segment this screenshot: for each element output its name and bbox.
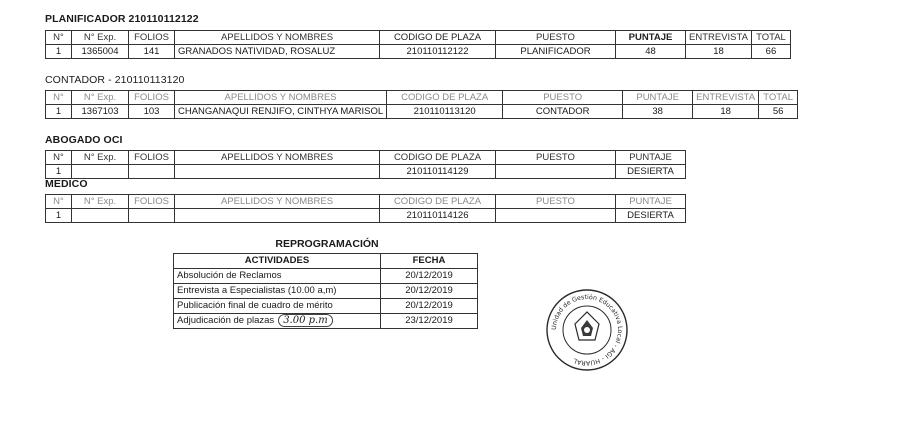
cell: GRANADOS NATIVIDAD, ROSALUZ — [175, 45, 380, 59]
col-header: CODIGO DE PLAZA — [380, 31, 496, 45]
cell: 1365004 — [72, 45, 129, 59]
col-header: PUNTAJE — [616, 195, 686, 209]
cell: 66 — [751, 45, 790, 59]
contador-table — [45, 90, 798, 119]
col-header: N° — [46, 31, 72, 45]
planificador-table — [45, 30, 791, 59]
cell — [72, 165, 129, 179]
institution-seal-stamp — [545, 288, 629, 372]
col-header: FOLIOS — [129, 91, 175, 105]
cell — [175, 165, 380, 179]
table-row — [174, 314, 478, 329]
cell — [129, 165, 175, 179]
date-cell: 20/12/2019 — [381, 299, 478, 314]
cell: 103 — [129, 105, 175, 119]
table-header-row — [46, 91, 798, 105]
col-header: APELLIDOS Y NOMBRES — [175, 31, 380, 45]
medico-table — [45, 194, 686, 223]
activity-cell: Publicación final de cuadro de mérito — [174, 299, 381, 314]
col-header: TOTAL — [751, 31, 790, 45]
table-row — [46, 105, 798, 119]
col-header: PUESTO — [496, 151, 616, 165]
date-cell: 20/12/2019 — [381, 284, 478, 299]
table-row — [46, 45, 791, 59]
table-header-row — [46, 195, 686, 209]
col-header: PUESTO — [496, 31, 616, 45]
cell: 141 — [129, 45, 175, 59]
abogado-table — [45, 150, 686, 179]
activity-cell — [174, 314, 381, 329]
cell: DESIERTA — [616, 209, 686, 223]
col-header: PUNTAJE — [616, 151, 686, 165]
col-header: N° Exp. — [72, 151, 129, 165]
col-header: CODIGO DE PLAZA — [387, 91, 503, 105]
reprogramacion-title: REPROGRAMACIÓN — [275, 238, 379, 250]
seal-text: Unidad de Gestión Educativa Local - AGI - HUARAL — [550, 293, 624, 367]
col-header: CODIGO DE PLAZA — [380, 151, 496, 165]
table-row — [174, 299, 478, 314]
col-header: FOLIOS — [129, 31, 175, 45]
cell: CHANGANAQUI RENJIFO, CINTHYA MARISOL — [175, 105, 387, 119]
col-header: APELLIDOS Y NOMBRES — [175, 151, 380, 165]
cell: PLANIFICADOR — [496, 45, 616, 59]
activity-label: Adjudicación de plazas — [177, 315, 275, 326]
col-header: N° Exp. — [72, 195, 129, 209]
col-header: FOLIOS — [129, 151, 175, 165]
cell: 210110114129 — [380, 165, 496, 179]
table-row — [174, 269, 478, 284]
handwritten-note: 3.00 p.m — [278, 314, 333, 327]
cell: 210110112122 — [380, 45, 496, 59]
cell: 1367103 — [72, 105, 129, 119]
col-header: N° — [46, 195, 72, 209]
col-header: FECHA — [381, 254, 478, 269]
cell — [72, 209, 129, 223]
cell: DESIERTA — [616, 165, 686, 179]
col-header: N° — [46, 151, 72, 165]
cell: 1 — [46, 45, 72, 59]
col-header: FOLIOS — [129, 195, 175, 209]
cell: 1 — [46, 165, 72, 179]
col-header: CODIGO DE PLAZA — [380, 195, 496, 209]
table-header-row — [174, 254, 478, 269]
cell: 48 — [616, 45, 686, 59]
cell: 56 — [759, 105, 798, 119]
table-header-row — [46, 31, 791, 45]
section-title-medico: MEDICO — [45, 178, 88, 190]
activity-cell: Entrevista a Especialistas (10.00 a,m) — [174, 284, 381, 299]
col-header: PUNTAJE — [623, 91, 693, 105]
col-header: PUNTAJE — [616, 31, 686, 45]
cell — [175, 209, 380, 223]
col-header: APELLIDOS Y NOMBRES — [175, 91, 387, 105]
cell: 210110113120 — [387, 105, 503, 119]
col-header: N° — [46, 91, 72, 105]
col-header: APELLIDOS Y NOMBRES — [175, 195, 380, 209]
section-title-abogado: ABOGADO OCI — [45, 134, 123, 146]
reprogramacion-table — [173, 253, 478, 329]
cell: CONTADOR — [503, 105, 623, 119]
table-header-row — [46, 151, 686, 165]
col-header: N° Exp. — [72, 31, 129, 45]
table-row — [46, 165, 686, 179]
col-header: TOTAL — [759, 91, 798, 105]
col-header: ACTIVIDADES — [174, 254, 381, 269]
table-row — [46, 209, 686, 223]
table-row — [174, 284, 478, 299]
cell: 18 — [686, 45, 752, 59]
col-header: N° Exp. — [72, 91, 129, 105]
cell — [496, 209, 616, 223]
cell: 210110114126 — [380, 209, 496, 223]
col-header: PUESTO — [503, 91, 623, 105]
section-title-contador: CONTADOR - 210110113120 — [45, 74, 185, 86]
col-header: PUESTO — [496, 195, 616, 209]
activity-cell: Absolución de Reclamos — [174, 269, 381, 284]
cell: 1 — [46, 209, 72, 223]
col-header: ENTREVISTA — [686, 31, 752, 45]
cell — [496, 165, 616, 179]
date-cell: 20/12/2019 — [381, 269, 478, 284]
cell: 1 — [46, 105, 72, 119]
section-title-planificador: PLANIFICADOR 210110112122 — [45, 13, 199, 25]
cell: 18 — [693, 105, 759, 119]
date-cell: 23/12/2019 — [381, 314, 478, 329]
cell — [129, 209, 175, 223]
cell: 38 — [623, 105, 693, 119]
col-header: ENTREVISTA — [693, 91, 759, 105]
